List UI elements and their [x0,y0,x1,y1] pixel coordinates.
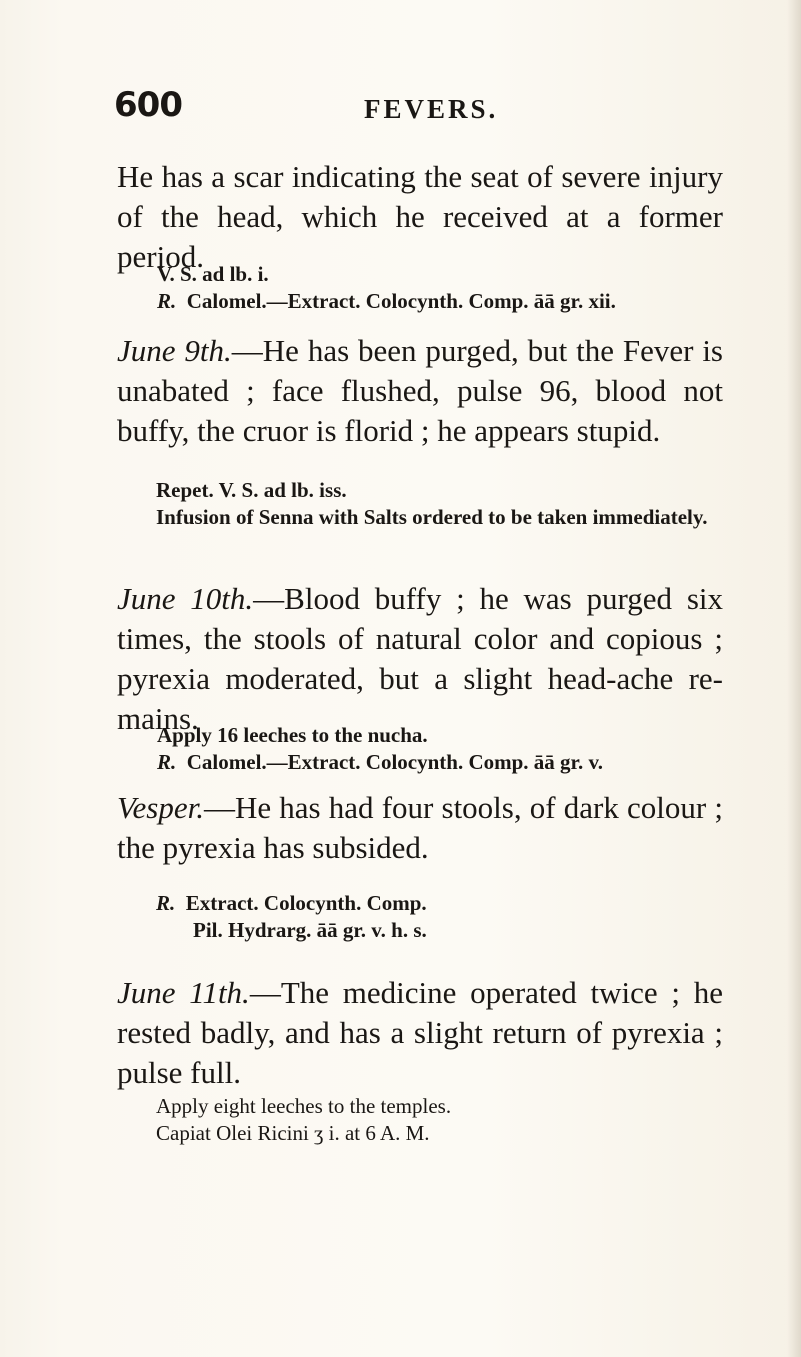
prescription-text: V. S. ad lb. i. [157,262,269,286]
recipe-symbol: R. [156,891,176,915]
case-paragraph [117,788,723,868]
prescription-text: Apply 16 leeches to the nucha. [157,723,428,747]
prescription-text: Capiat Olei Ricini ʒ i. at 6 A. M. [156,1121,430,1145]
entry-date: June 10th. [117,581,254,616]
entry-date: Vesper. [117,790,204,825]
prescription-text: Extract. Colocynth. Comp. [185,891,427,915]
paragraph-text: —He has had four stools, of dark colour ; the pyrexia has subsided. [117,790,723,865]
paragraph-text: He has a scar indicating the seat of severe injury of the head, which he received at a former period. [117,159,723,274]
paragraph-text: —Blood buffy ; he was purged six times, the stools of natural color and copious ; pyrexia moderated, but a slight head-ache re-mains. [117,581,723,736]
case-paragraph [117,157,723,277]
entry-date: June 11th. [117,975,250,1010]
case-paragraph [117,579,723,739]
recipe-symbol: R. [157,289,177,313]
case-paragraph [117,973,723,1093]
prescription-line [156,1120,736,1147]
running-head: FEVERS. [364,94,499,124]
prescription-text: Calomel.—Extract. Colocynth. Comp. āā gr. v. [186,750,604,774]
prescription-line [193,917,733,944]
prescription-line [156,477,736,504]
prescription-line [157,722,737,749]
prescription-line [156,1093,736,1120]
prescription-line [157,288,737,315]
case-paragraph [117,331,723,451]
paragraph-text: —The medicine operated twice ; he rested badly, and has a slight return of pyrexia ; pulse full. [117,975,723,1090]
page-edge-shadow [787,0,801,1357]
page-number: 600 [114,85,182,125]
prescription-text: Repet. V. S. ad lb. iss. [156,478,347,502]
prescription-line [117,504,737,531]
paragraph-text: —He has been purged, but the Fever is unabated ; face flushed, pulse 96, blood not buffy, the cruor is florid ; he appears stupid. [117,333,723,448]
prescription-text: Infusion of Senna with Salts ordered to be taken immediately. [156,505,708,529]
page-header [114,85,714,132]
prescription-line [156,890,736,917]
recipe-symbol: R. [157,750,177,774]
prescription-line [157,749,737,776]
prescription-text: Pil. Hydrarg. āā gr. v. h. s. [193,918,427,942]
entry-date: June 9th. [117,333,232,368]
prescription-text: Apply eight leeches to the temples. [156,1094,452,1118]
prescription-line [157,261,737,288]
prescription-text: Calomel.—Extract. Colocynth. Comp. āā gr. xii. [186,289,616,313]
